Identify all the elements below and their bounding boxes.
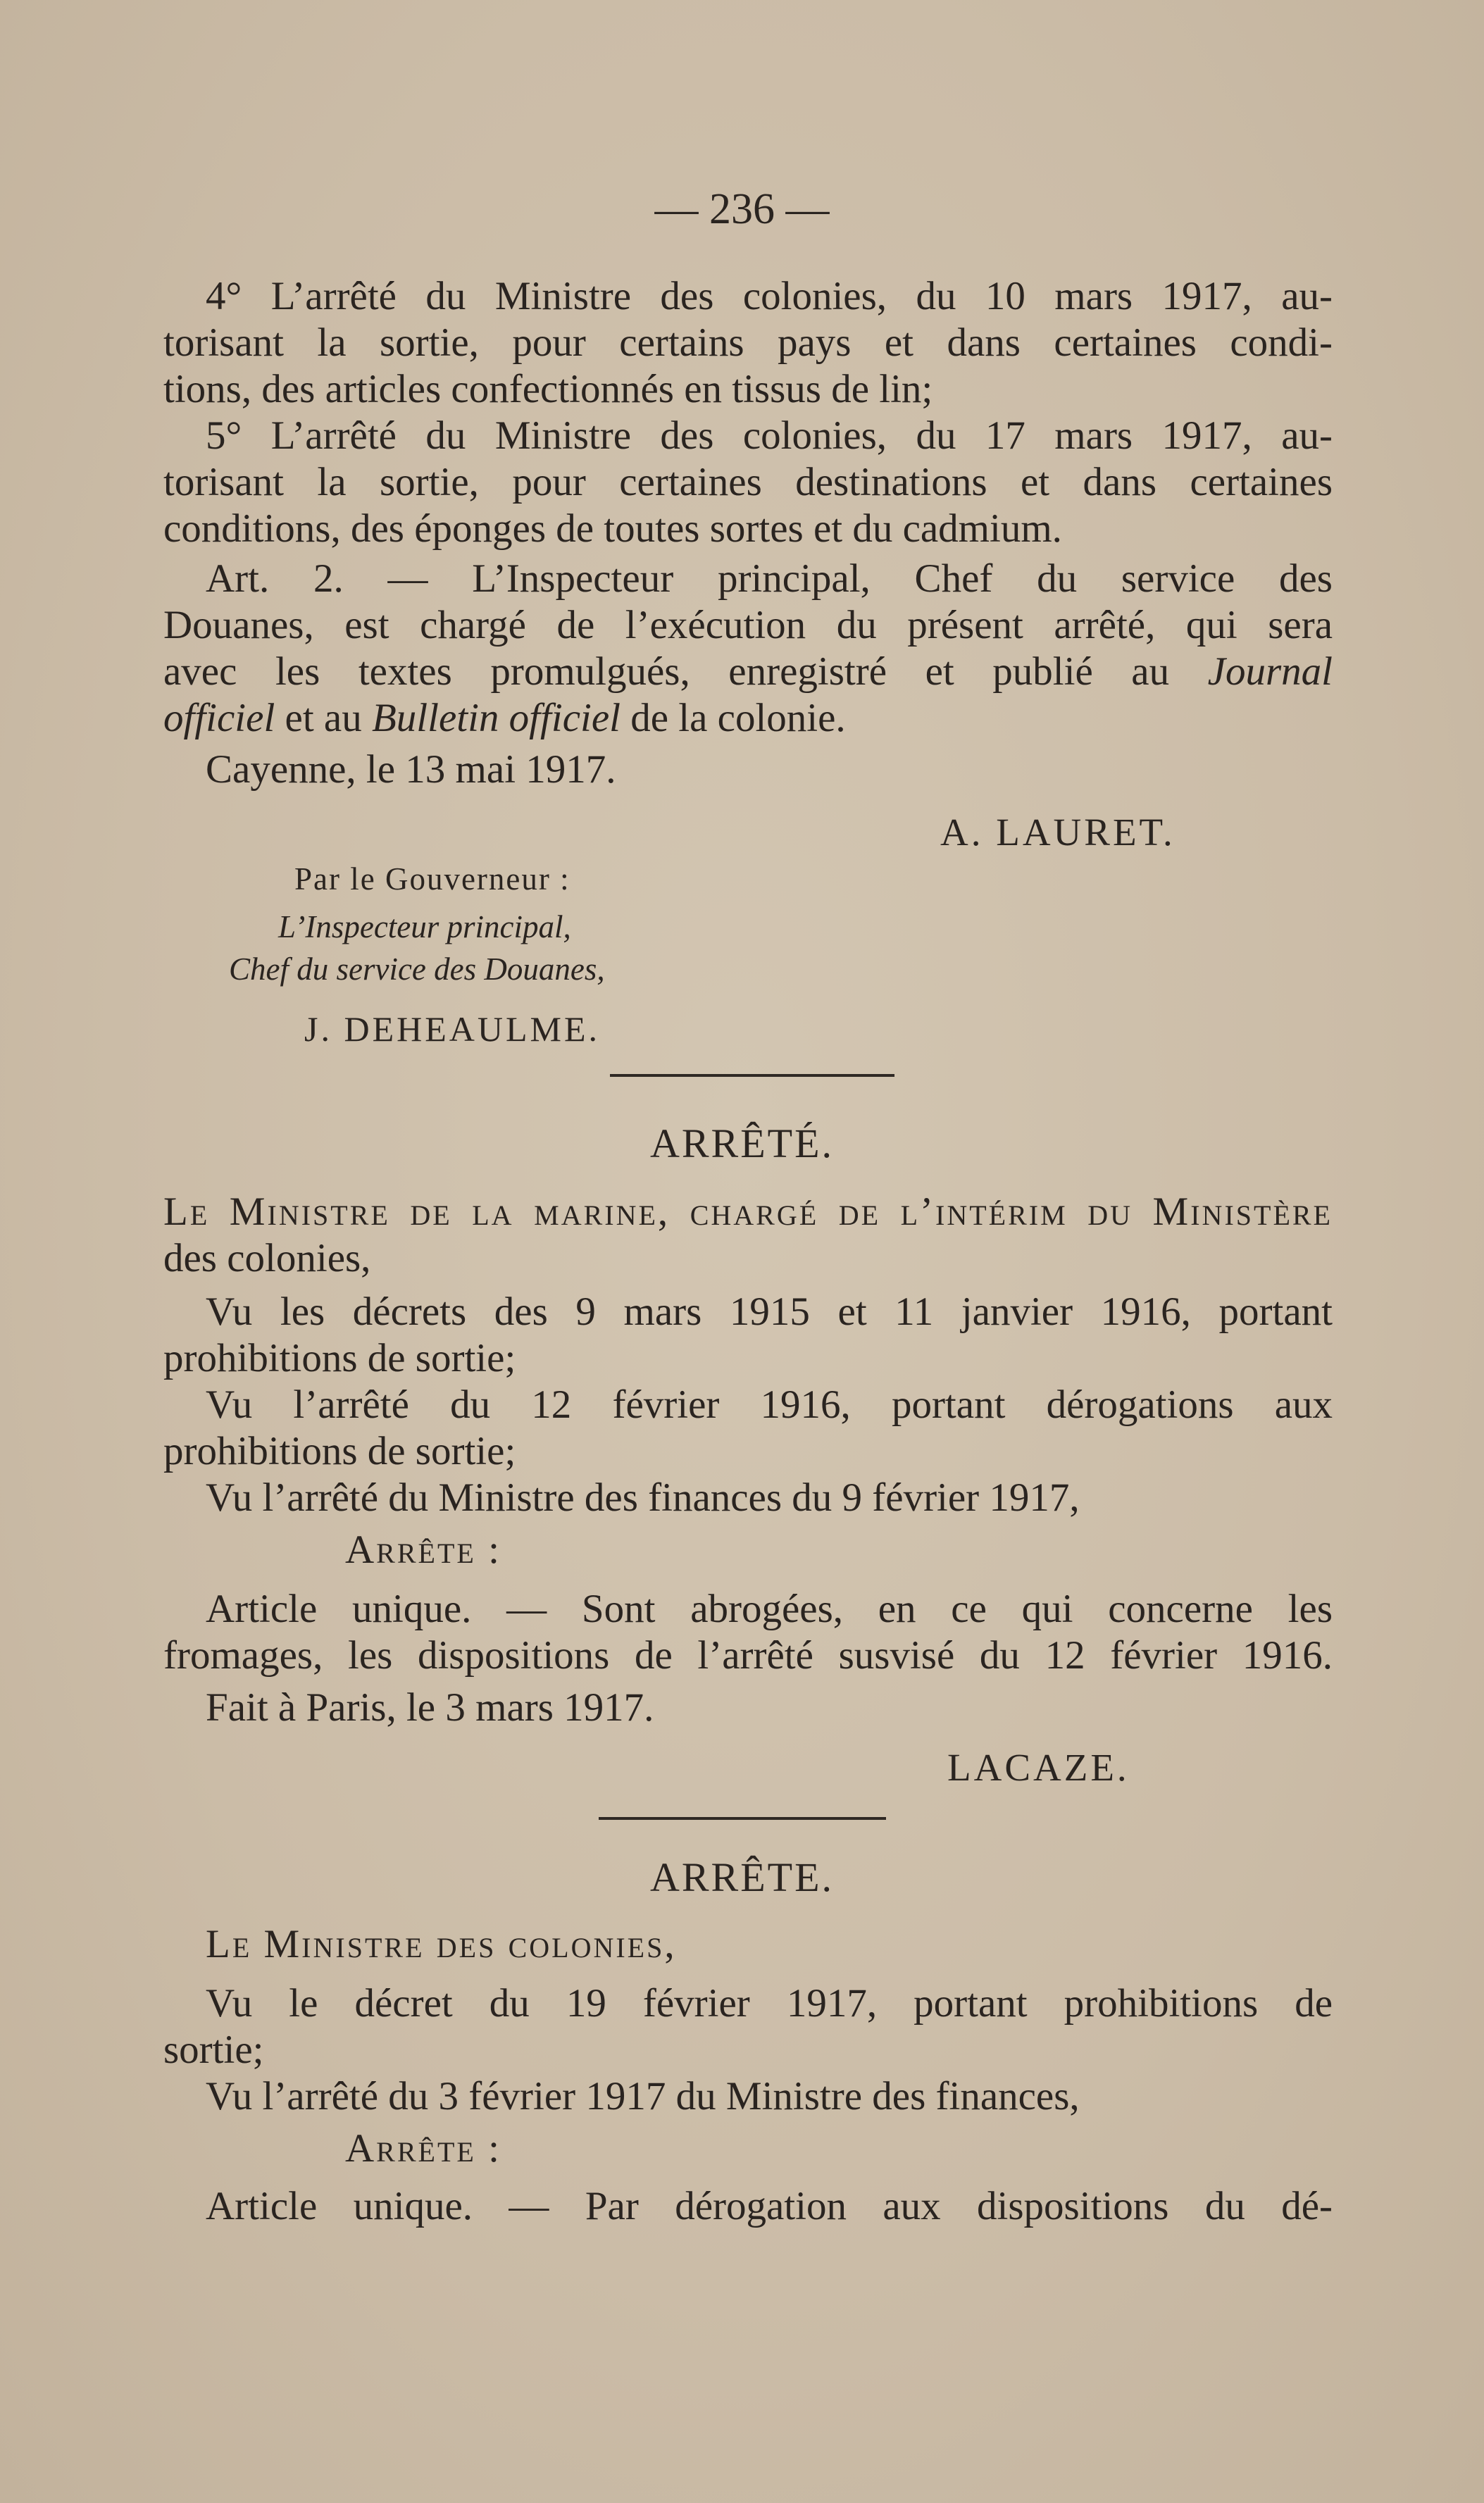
text-line: 5° L’arrêté du Ministre des colonies, du 17 mars 1917, au- [206,413,1333,458]
place-date: Fait à Paris, le 3 mars 1917. [206,1685,654,1730]
text-line [163,649,1333,695]
text-line: Vu l’arrêté du 3 février 1917 du Ministre des finances, [206,2074,1080,2118]
arrete-keyword: Arrête : [345,1528,501,1572]
text-line: Le Ministre des colonies, [206,1922,677,1966]
text-line: torisant la sortie, pour certains pays et dans certaines condi- [163,320,1333,365]
text-line: fromages, les dispositions de l’arrêté susvisé du 12 février 1916. [163,1633,1333,1678]
section-heading: ARRÊTE. [649,1854,835,1900]
text-line: Art. 2. — L’Inspecteur principal, Chef du service des [206,556,1333,601]
text-line: tions, des articles confectionnés en tissus de lin; [163,367,933,411]
text-line: Vu l’arrêté du Ministre des finances du 9 février 1917, [206,1475,1080,1520]
inspecteur-title: L’Inspecteur principal, [278,909,571,944]
text-line: Vu le décret du 19 février 1917, portant prohibitions de [206,1981,1333,2026]
text-segment: de la colonie. [620,696,846,740]
signature-lacaze: LACAZE. [947,1746,1130,1789]
text-line: Vu l’arrêté du 12 février 1916, portant dérogations aux [206,1382,1333,1427]
text-segment: et au [275,696,372,740]
place-date: Cayenne, le 13 mai 1917. [206,747,616,792]
text-segment-italic: officiel [163,696,275,740]
text-segment-italic: Bulletin officiel [371,696,621,740]
signature-deheaulme: J. DEHEAULME. [304,1009,601,1049]
text-line: Le Ministre de la marine, chargé de l’intérim du Ministère [163,1190,1333,1234]
text-line: prohibitions de sortie; [163,1429,516,1473]
text-segment-italic: Journal [1207,649,1333,694]
signature-lauret: A. LAURET. [940,811,1176,854]
par-le-gouverneur: Par le Gouverneur : [294,861,570,897]
text-line: sortie; [163,2028,264,2072]
text-line: Article unique. — Par dérogation aux dispositions du dé- [206,2184,1333,2228]
text-line [163,695,1333,742]
text-line: Douanes, est chargé de l’exécution du présent arrêté, qui sera [163,603,1333,647]
section-heading: ARRÊTÉ. [649,1121,835,1166]
text-line: 4° L’arrêté du Ministre des colonies, du 10 mars 1917, au- [206,274,1333,318]
section-divider [599,1817,886,1820]
text-segment: avec les textes promulgués, enregistré et publié au [163,649,1208,694]
text-line: des colonies, [163,1236,371,1280]
page-number: — 236 — [654,185,830,233]
text-line: conditions, des éponges de toutes sortes et du cadmium. [163,506,1062,551]
text-line: Vu les décrets des 9 mars 1915 et 11 janvier 1916, portant [206,1290,1333,1334]
text-line: torisant la sortie, pour certaines destinations et dans certaines [163,460,1333,504]
text-line: Article unique. — Sont abrogées, en ce qui concerne les [206,1587,1333,1631]
section-divider [610,1074,894,1077]
chef-service-title: Chef du service des Douanes, [229,951,605,987]
text-line: prohibitions de sortie; [163,1336,516,1380]
arrete-keyword: Arrête : [345,2126,501,2171]
